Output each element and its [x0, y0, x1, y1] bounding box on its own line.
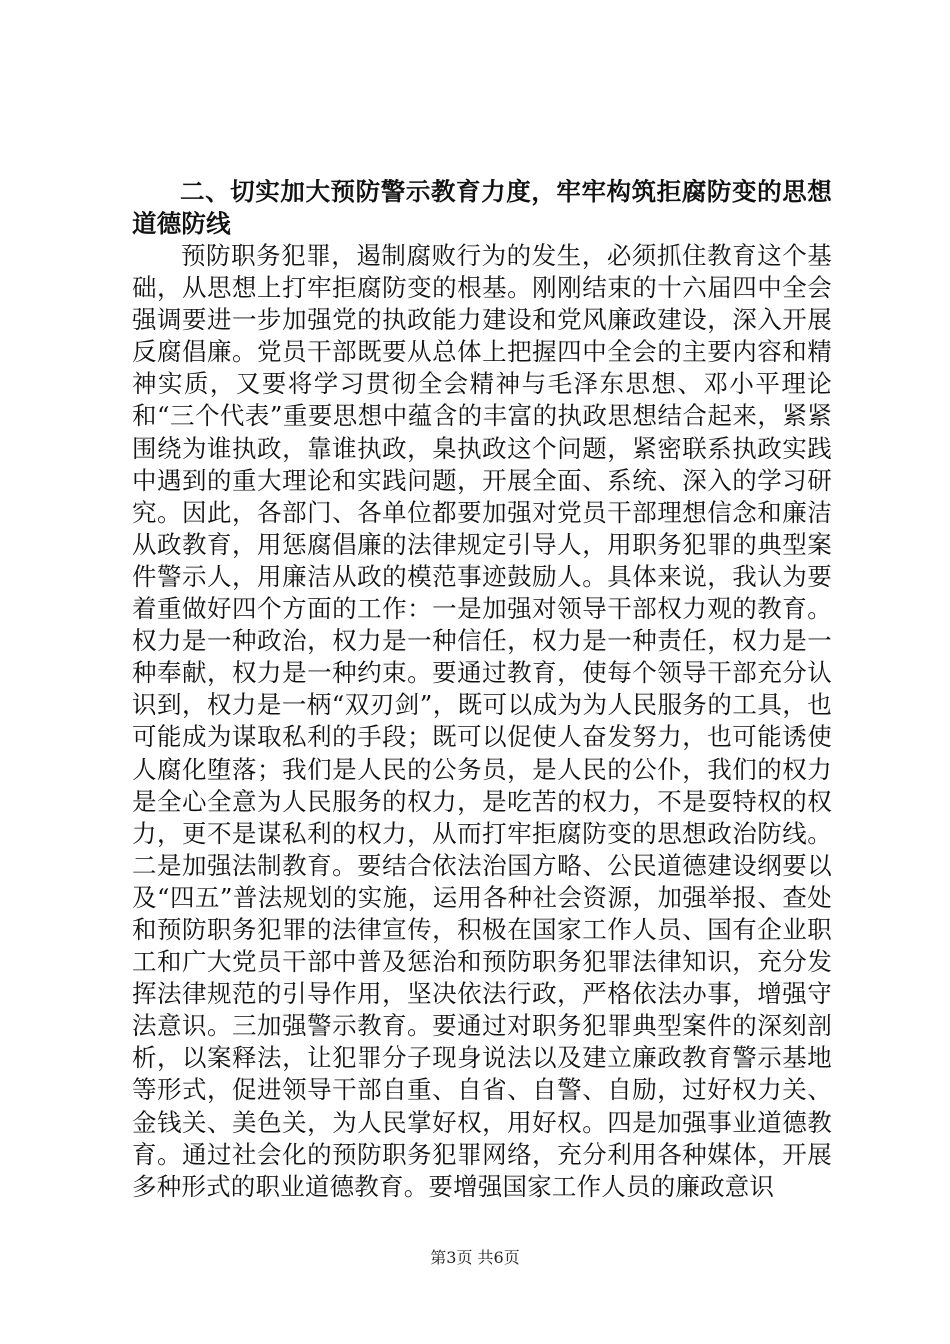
- page-number-footer: 第3页 共6页: [430, 1248, 520, 1267]
- body-paragraph: 预防职务犯罪，遏制腐败行为的发生，必须抓住教育这个基础，从思想上打牢拒腐防变的根基。刚刚结束的十六届四中全会强调要进一步加强党的执政能力建设和党风廉政建设，深入开展反腐倡廉。党员干部既要从总体上把握四中全会的主要内容和精神实质，又要将学习贯彻全会精神与毛泽东思想、邓小平理论和“三个代表”重要思想中蕴含的丰富的执政思想结合起来，紧紧围绕为谁执政，靠谁执政，臬执政这个问题，紧密联系执政实践中遇到的重大理论和实践问题，开展全面、系统、深入的学习研究。因此，各部门、各单位都要加强对党员干部理想信念和廉洁从政教育，用惩腐倡廉的法律规定引导人，用职务犯罪的典型案件警示人，用廉洁从政的模范事迹鼓励人。具体来说，我认为要着重做好四个方面的工作：一是加强对领导干部权力观的教育。权力是一种政治，权力是一种信任，权力是一种责任，权力是一种奉献，权力是一种约束。要通过教育，使每个领导干部充分认识到，权力是一柄“双刃剑”，既可以成为为人民服务的工具，也可能成为谋取私利的手段；既可以促使人奋发努力，也可能诱使人腐化堕落；我们是人民的公务员，是人民的公仆，我们的权力是全心全意为人民服务的权力，是吃苦的权力，不是耍特权的权力，更不是谋私利的权力，从而打牢拒腐防变的思想政治防线。二是加强法制教育。要结合依法治国方略、公民道德建设纲要以及“四五”普法规划的实施，运用各种社会资源，加强举报、查处和预防职务犯罪的法律宣传，积极在国家工作人员、国有企业职工和广大党员干部中普及惩治和预防职务犯罪法律知识，充分发挥法律规范的引导作用，坚决依法行政，严格依法办事，增强守法意识。三加强警示教育。要通过对职务犯罪典型案件的深刻剖析，以案释法，让犯罪分子现身说法以及建立廉政教育警示基地等形式，促进领导干部自重、自省、自警、自励，过好权力关、金钱关、美色关，为人民掌好权，用好权。四是加强事业道德教育。通过社会化的预防职务犯罪网络，充分利用各种媒体，开展多种形式的职业道德教育。要增强国家工作人员的廉政意识: [132, 241, 832, 1201]
- section-heading: 二、切实加大预防警示教育力度，牢牢构筑拒腐防变的思想道德防线: [132, 177, 832, 238]
